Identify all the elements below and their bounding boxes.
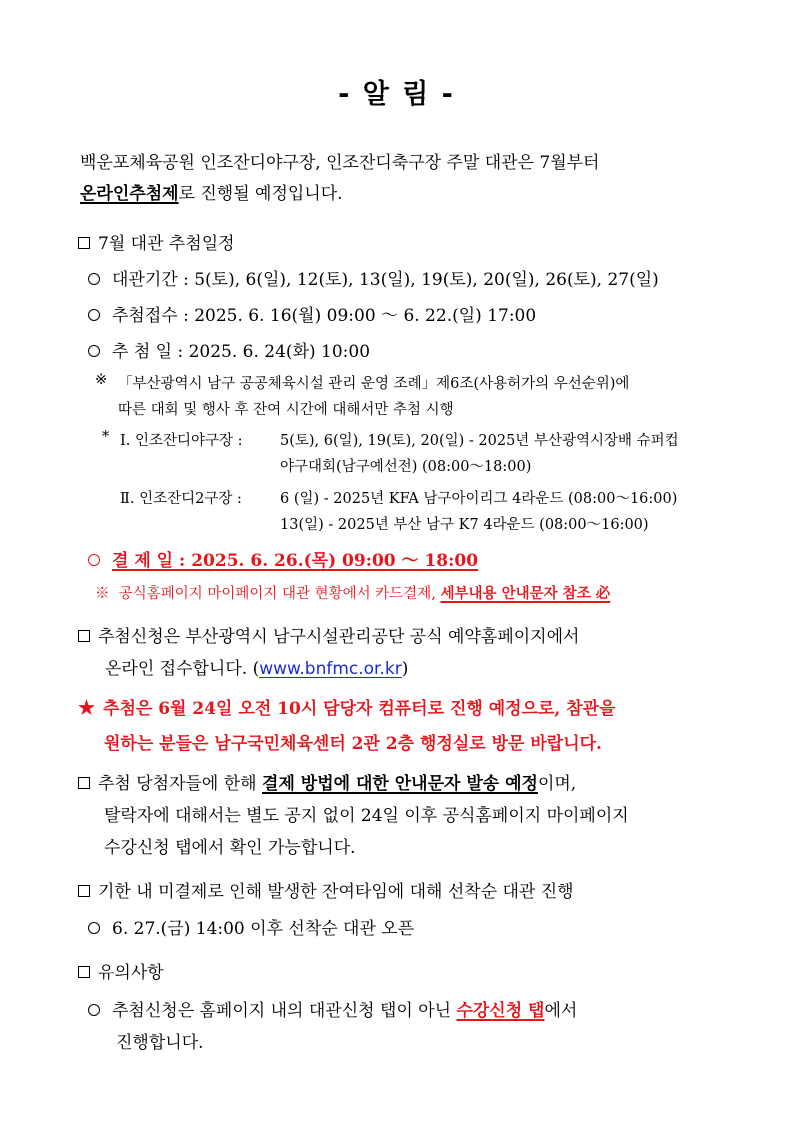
payment-day <box>88 546 478 571</box>
caution-line-1-bold: 수강신청 탭 <box>456 1001 545 1021</box>
winners-line-1-bold: 결제 방법에 대한 안내문자 발송 예정 <box>262 774 538 794</box>
note-line-2: 따른 대회 및 행사 후 잔여 시간에 대해서만 추첨 시행 <box>118 402 454 418</box>
winners-line-1-pre: 추첨 당첨자들에 한해 <box>98 774 263 794</box>
star-mark: * <box>102 429 110 445</box>
apply-line-2 <box>105 654 408 679</box>
draw-reception-text: 추첨접수 : 2025. 6. 16(월) 09:00 ～ 6. 22.(일) 17:00 <box>112 306 537 326</box>
payment-day-text: 결 제 일 : 2025. 6. 26.(목) 09:00 ～ 18:00 <box>112 551 479 571</box>
circle-bullet-icon <box>88 1004 100 1016</box>
note-line-1: 「부산광역시 남구 공공체육시설 관리 운영 조례」제6조(사용허가의 우선순위)에 <box>118 376 630 392</box>
notice-line-2: 원하는 분들은 남구국민체육센터 2관 2층 행정실로 방문 바랍니다. <box>104 734 602 754</box>
note-mark: ※ <box>95 372 108 388</box>
field1-line-2: 야구대회(남구예선전) (08:00～18:00) <box>280 459 532 475</box>
circle-bullet-icon <box>88 309 100 321</box>
star-icon: ★ <box>78 697 96 719</box>
intro-online-draw: 온라인추첨제 <box>80 184 179 204</box>
remaining-sub <box>88 914 414 939</box>
notice-line-1 <box>78 694 616 719</box>
schedule-header-text: 7월 대관 추첨일정 <box>98 234 235 254</box>
intro-line-2-rest: 로 진행될 예정입니다. <box>178 184 343 204</box>
field2-line-1: 6 (일) - 2025년 KFA 남구아이리그 4라운드 (08:00～16:00) <box>280 491 678 507</box>
winners-line-2: 탈락자에 대해서는 별도 공지 없이 24일 이후 공식홈페이지 마이페이지 <box>104 806 629 826</box>
draw-day-text: 추 첨 일 : 2025. 6. 24(화) 10:00 <box>112 342 371 362</box>
intro-line-2 <box>80 179 343 204</box>
checkbox-icon <box>78 237 90 249</box>
payment-note <box>95 582 610 603</box>
payment-note-bold: 세부내용 안내문자 참조 必 <box>440 585 611 602</box>
caution-line-1-pre: 추첨신청은 홈페이지 내의 대관신청 탭이 아닌 <box>112 1001 457 1021</box>
apply-line-2-post: ) <box>401 659 409 679</box>
apply-line-1-text: 추첨신청은 부산광역시 남구시설관리공단 공식 예약홈페이지에서 <box>98 627 580 647</box>
payment-note-mark: ※ <box>95 586 110 602</box>
checkbox-icon <box>78 777 90 789</box>
caution-line-1 <box>88 996 577 1021</box>
caution-line-2: 진행합니다. <box>116 1033 204 1053</box>
field2-line-2: 13(일) - 2025년 부산 남구 K7 4라운드 (08:00～16:00) <box>280 517 649 533</box>
winners-line-1-post: 이며, <box>537 774 577 794</box>
rental-period <box>88 265 659 290</box>
caution-line-1-post: 에서 <box>544 1001 578 1021</box>
page-title: - 알 림 - <box>338 79 455 110</box>
circle-bullet-icon <box>88 345 100 357</box>
apply-line-2-pre: 온라인 접수합니다. ( <box>105 659 260 679</box>
homepage-link[interactable]: www.bnfmc.or.kr <box>259 659 402 679</box>
schedule-header <box>78 229 235 254</box>
circle-bullet-icon <box>88 922 100 934</box>
draw-reception <box>88 301 536 326</box>
remaining-line-1 <box>78 877 574 902</box>
caution-header-text: 유의사항 <box>98 963 164 983</box>
intro-line-1: 백운포체육공원 인조잔디야구장, 인조잔디축구장 주말 대관은 7월부터 <box>80 153 600 173</box>
checkbox-icon <box>78 966 90 978</box>
field1-label: Ⅰ. 인조잔디야구장 : <box>120 433 243 449</box>
checkbox-icon <box>78 630 90 642</box>
notice-line-1-text: 추첨은 6월 24일 오전 10시 담당자 컴퓨터로 진행 예정으로, 참관을 <box>103 699 616 719</box>
circle-bullet-icon <box>88 273 100 285</box>
field1-line-1: 5(토), 6(일), 19(토), 20(일) - 2025년 부산광역시장배 슈퍼컵 <box>280 433 679 449</box>
field2-label: Ⅱ. 인조잔디2구장 : <box>120 491 242 507</box>
checkbox-icon <box>78 885 90 897</box>
winners-line-3: 수강신청 탭에서 확인 가능합니다. <box>104 838 356 858</box>
remaining-sub-text: 6. 27.(금) 14:00 이후 선착순 대관 오픈 <box>112 919 415 939</box>
draw-day <box>88 337 370 362</box>
circle-bullet-icon <box>88 554 100 566</box>
winners-line-1 <box>78 769 576 794</box>
remaining-line-1-text: 기한 내 미결제로 인해 발생한 잔여타임에 대해 선착순 대관 진행 <box>98 882 574 902</box>
payment-note-text: 공식홈페이지 마이페이지 대관 현황에서 카드결제, <box>118 586 441 602</box>
apply-line-1 <box>78 622 579 647</box>
caution-header <box>78 958 164 983</box>
rental-period-text: 대관기간 : 5(토), 6(일), 12(토), 13(일), 19(토), 20(일), 26(토), 27(일) <box>112 270 659 290</box>
